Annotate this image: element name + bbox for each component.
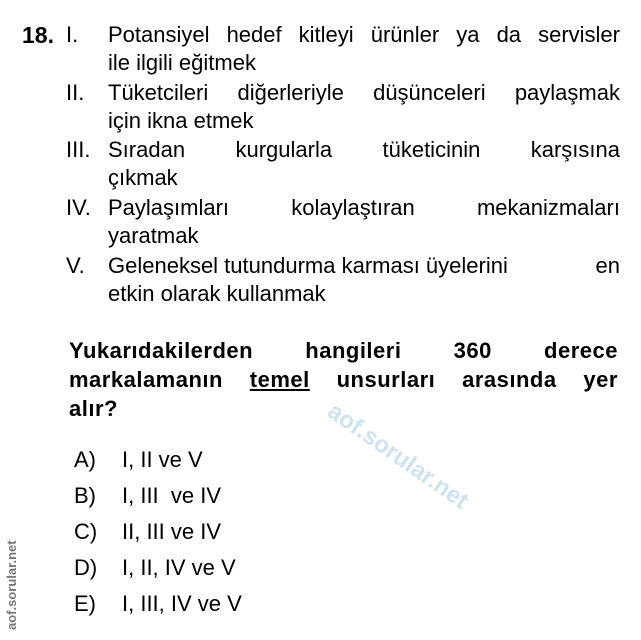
word: karşısına	[530, 137, 620, 162]
word: ya	[456, 22, 480, 47]
question-line: alır?	[69, 396, 118, 421]
word: Sıradan	[108, 137, 186, 162]
statement-line	[108, 80, 620, 106]
word: kurgularla	[235, 137, 333, 162]
word: kitleyi	[298, 22, 354, 47]
option-text: I, II, IV ve V	[122, 555, 236, 580]
word: Tüketcileri	[108, 80, 209, 105]
statement-line	[108, 108, 620, 134]
word: en	[595, 253, 620, 278]
word: derece	[544, 338, 618, 363]
option-text: I, II ve V	[122, 447, 203, 472]
word: için ikna etmek	[108, 108, 254, 133]
word: hedef	[226, 22, 282, 47]
word: diğerleriyle	[237, 80, 344, 105]
word: Potansiyel	[108, 22, 210, 47]
answer-option[interactable]	[74, 555, 236, 581]
word: yer	[583, 367, 618, 392]
option-text: I, III, IV ve V	[122, 591, 242, 616]
statement-label: II.	[66, 80, 85, 105]
word: paylaşmak	[514, 80, 620, 105]
word: markalamanın	[69, 367, 223, 392]
word: ile ilgili eğitmek	[108, 50, 256, 75]
word: 360	[453, 338, 492, 363]
statement-line	[108, 195, 620, 221]
answer-option[interactable]	[74, 483, 221, 509]
word: yaratmak	[108, 223, 199, 248]
statement-label: V.	[66, 253, 85, 278]
option-letter: A)	[74, 447, 96, 472]
answer-option[interactable]	[74, 519, 221, 545]
option-letter: B)	[74, 483, 96, 508]
word: çıkmak	[108, 165, 178, 190]
statement-label: I.	[66, 22, 79, 47]
statement-label: IV.	[66, 195, 91, 220]
word: servisler	[538, 22, 620, 47]
statement-line	[108, 137, 620, 163]
statement-line	[108, 281, 620, 307]
word: ürünler	[370, 22, 440, 47]
word: Geleneksel tutundurma karması üyelerini	[108, 253, 508, 278]
word: da	[496, 22, 522, 47]
statement-line	[108, 253, 620, 279]
word: hangileri	[305, 338, 402, 363]
answer-option[interactable]	[74, 591, 242, 617]
word: arasında	[462, 367, 557, 392]
question-number: 18.	[22, 22, 54, 48]
option-text: II, III ve IV	[122, 519, 222, 544]
statement-line	[108, 22, 620, 48]
word: unsurları	[336, 367, 436, 392]
word: kolaylaştıran	[291, 195, 415, 220]
statement-line	[108, 165, 620, 191]
statement-line	[108, 50, 620, 76]
statement-line	[108, 223, 620, 249]
word: düşünceleri	[373, 80, 486, 105]
side-watermark: aof.sorular.net	[4, 540, 19, 630]
option-text: I, III ve IV	[122, 483, 222, 508]
watermark: aof.sorular.net	[322, 397, 474, 515]
answer-option[interactable]	[74, 447, 203, 473]
option-letter: C)	[74, 519, 98, 544]
word: Paylaşımları	[108, 195, 230, 220]
word: Yukarıdakilerden	[69, 338, 254, 363]
option-letter: E)	[74, 591, 96, 616]
word: tüketicinin	[382, 137, 481, 162]
word: mekanizmaları	[476, 195, 620, 220]
statement-label: III.	[66, 137, 91, 162]
option-letter: D)	[74, 555, 98, 580]
word: etkin olarak kullanmak	[108, 281, 326, 306]
underlined-word: temel	[249, 367, 310, 392]
